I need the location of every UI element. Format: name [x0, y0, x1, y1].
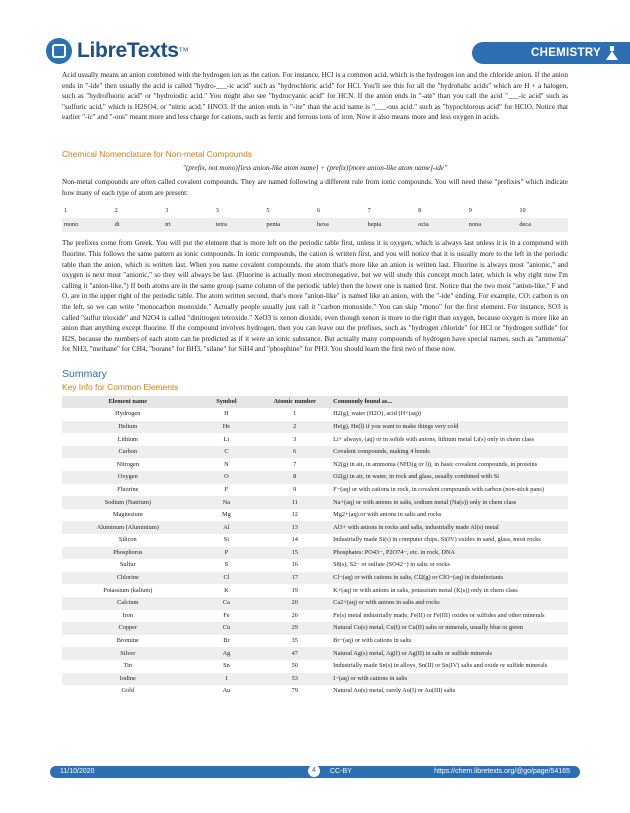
license-link[interactable]: CC-BY — [330, 768, 352, 775]
table-row — [62, 433, 568, 446]
table-row — [62, 584, 568, 597]
prefix-name: deca — [517, 218, 568, 232]
element-name-cell: Nitrogen — [116, 460, 139, 468]
element-name-cell: Helium — [62, 421, 194, 434]
atomic-number-cell: 19 — [291, 586, 298, 594]
table-row — [62, 673, 568, 686]
section-title-nonmetal: Chemical Nomenclature for Non-metal Compounds — [62, 148, 252, 159]
naming-formula: "(prefix, not mono)[less anion-like atom name] + (prefix)[more anion-like atom name]-ide" — [182, 163, 448, 172]
main-content — [62, 70, 568, 698]
table-row — [62, 509, 568, 522]
table-row — [62, 635, 568, 648]
commonly-found-cell: Covalent compounds, making 4 bonds — [330, 446, 568, 459]
prefix-number: 2 — [114, 207, 118, 215]
atomic-number-cell: 11 — [259, 496, 330, 509]
element-symbol-cell: P — [194, 547, 260, 560]
element-name-cell: Tin — [123, 662, 133, 670]
commonly-found-cell: Industrially made Sn(s) in alloys, Sn(II) or Sn(IV) salts and oxide or sulfide minerals — [333, 662, 548, 670]
atomic-number-cell: 14 — [291, 536, 298, 544]
column-header: Element name — [62, 396, 194, 408]
table-row — [62, 496, 568, 509]
elements-table-body — [62, 408, 568, 698]
element-symbol-cell: Li — [223, 435, 230, 443]
prefix-name: octa — [416, 218, 467, 232]
table-row — [62, 597, 568, 610]
page-url-link[interactable]: https://chem.libretexts.org/@go/page/54165 — [434, 768, 570, 775]
atomic-number-cell: 47 — [259, 647, 330, 660]
prefix-name: nona — [467, 218, 518, 232]
commonly-found-cell: H2(g), water (H2O), acid (H+(aq)) — [333, 410, 421, 418]
element-symbol-cell: Cl — [194, 572, 260, 585]
table-row — [62, 647, 568, 660]
prefix-number: 3 — [215, 207, 219, 215]
commonly-found-cell: Natural Ag(s) metal, Ag(I) or Ag(II) in salts or sulfide minerals — [330, 647, 568, 660]
page-header — [0, 0, 630, 66]
table-row — [62, 458, 568, 471]
atomic-number-cell: 6 — [259, 446, 330, 459]
table-row — [62, 559, 568, 572]
atomic-number-cell: 53 — [259, 673, 330, 686]
commonly-found-cell: Industrially made Si(s) in computer chips, Si(IV) oxides in sand, glass, most rocks — [333, 536, 541, 544]
commonly-found-cell: Cl−(aq) or with cations in salts, Cl2(g) or ClO−(aq) in disinfectants — [330, 572, 568, 585]
element-name-cell: Iodine — [62, 673, 194, 686]
element-symbol-cell: Au — [222, 687, 231, 695]
commonly-found-cell: Na+(aq) or with anions in salts, sodium metal (Na(s)) only in chem class — [330, 496, 568, 509]
atomic-number-cell: 3 — [293, 435, 297, 443]
commonly-found-cell: K+(aq) or with anions in salts, potassium metal (K(s)) only in chem class — [333, 586, 518, 594]
commonly-found-cell: O2(g) in air, in water, in rock and glass, usually combined with Si — [330, 471, 568, 484]
libretexts-logo-icon — [46, 38, 72, 64]
summary-subtitle: Key Info for Common Elements — [62, 382, 179, 393]
atomic-number-cell: 12 — [291, 511, 298, 519]
element-name-cell: Gold — [121, 687, 135, 695]
element-symbol-cell: O — [194, 471, 260, 484]
atomic-number-cell: 50 — [291, 662, 298, 670]
commonly-found-cell: Mg2+(aq) or with anions in salts and rocks — [333, 511, 442, 519]
table-row — [62, 572, 568, 585]
element-symbol-cell: C — [194, 446, 260, 459]
prefix-name: penta — [264, 218, 315, 232]
intro-paragraph: Acid usually means an anion combined with the hydrogen ion as the cation. For instance, HCl is a common acid, which is the hydrogen ion and the chloride anion. If the anion ends in "-ide" then usually the acid is called "hydro-___-ic acid" such as "hydrochloric acid" for HCl. You'll see this for all the "hydrohalic acids" which are H + a halogen, such as "hydrofluoric acid" or "hydroiodic acid." You might also see "hydrocyanic acid" for HCN. If the anion ends in "-ate" than you call the acid "___-ic acid" such as "sulfuric acid," which is H2SO4, or "nitric acid." HNO3. If the anion ends in "-ite" than the acid name is "___-ous acid." such as "hypochlorous acid" for HClO. Notice that earlier "-ic" and "-ous" meant more and less charge for cations, such as ferric and ferrous ions of iron. Now it also means more and less oxygen in acids. — [62, 71, 568, 122]
commonly-found-cell: Li+ always, (aq) or in solids with anions, lithium metal Li(s) only in chem class — [333, 435, 534, 443]
table-row — [62, 408, 568, 421]
element-symbol-cell: N — [224, 460, 229, 468]
atomic-number-cell: 35 — [291, 637, 298, 645]
element-symbol-cell: Br — [223, 637, 230, 645]
atomic-number-cell: 26 — [291, 611, 298, 619]
column-header: Atomic number — [259, 396, 330, 408]
prefix-number: 8 — [418, 207, 422, 215]
commonly-found-cell: Fe(s) metal industrially made, Fe(II) or Fe(III) oxides or sulfides and other minerals — [333, 611, 545, 619]
element-symbol-cell: S — [224, 561, 229, 569]
table-row — [62, 421, 568, 434]
commonly-found-cell: Ca2+(aq) or with anions in salts and rocks — [330, 597, 568, 610]
element-name-cell: Iron — [122, 611, 134, 619]
atomic-number-cell: 17 — [259, 572, 330, 585]
element-name-cell: Calcium — [62, 597, 194, 610]
table-row — [62, 547, 568, 560]
commonly-found-cell: Phosphates: PO43−, P2O74−, etc. in rock, DNA — [330, 547, 568, 560]
libretexts-logo[interactable] — [46, 38, 188, 64]
commonly-found-cell: F−(aq) or with cations in rock, in covalent compounds with carbon (non-stick pans) — [333, 485, 544, 493]
atomic-number-cell: 2 — [259, 421, 330, 434]
element-name-cell: Magnesium — [112, 511, 143, 519]
prefix-number: 3 — [165, 207, 169, 215]
element-name-cell: Potassium (kalium) — [103, 586, 153, 594]
commonly-found-cell: S8(s), S2− or sulfate (SO42−) in salts or rocks — [333, 561, 450, 569]
nonmetal-naming-paragraph: The prefixes come from Greek. You will put the element that is more left on the periodic table first, unless it is oxygen, which is always last unless it is in a compound with fluorine. This follows the same pattern as ionic compounds. In ionic compounds, the cation is written first, and you will notice that it is usually more to the left in the periodic table than the anion, which is written last. When you name covalent compounds, the atom that's more like an anion is written last. Fluorine is always most "anionic," and oxygen is next most "anionic," so they will always be last. (Fluorine is actually most electronegative, but we will study this concept much later, which is why right now I'm calling it "anion-like.") If both atoms are in the same group (same column of the periodic table) then the lower one is named first. Notice that the two most "anion-like," F and O, are in the upper right of the periodic table. The atom written second, that's more "anion-like" is named like an anion, with the "-ide" ending. For example, CO: carbon is on the left, so we can write "monocarbon monoxide." Actually people usually just call it "carbon monoxide." You can skip "mono" for the first element. For instance, SO3 is called "sulfur trioxide" and N2O4 is called "dinitrogen tetroxide." XeO3 is xenon dioxide, even though xenon is more to the right than oxygen, because oxygen is more like an anion than anything except fluorine. If the compound involves hydrogen, then you can leave out the prefixes, such as "hydrogen chloride" for HCl or "hydrogen sulfide" for H2S, because the numbers of each atom can be predicted as if it were an ionic substance. But actually many compounds of hydrogen have special names, such as "ammonia" for NH3, "methane" for CH4, "borane" for BH3, "silane" for SiH4 and "phosphine" for PH3. You should learn the first two of these now. — [62, 239, 568, 354]
table-row — [62, 521, 568, 534]
prefix-name: tri — [163, 218, 214, 232]
column-header: Commonly found as... — [330, 396, 568, 408]
atomic-number-cell: 1 — [293, 410, 297, 418]
subject-label: CHEMISTRY — [531, 47, 601, 59]
prefix-number: 9 — [468, 207, 472, 215]
atomic-number-cell: 20 — [259, 597, 330, 610]
element-symbol-cell: Ag — [194, 647, 260, 660]
element-name-cell: Phosphorus — [62, 547, 194, 560]
prefix-number: 10 — [519, 207, 526, 215]
atomic-number-cell: 15 — [259, 547, 330, 560]
atomic-number-cell: 16 — [291, 561, 298, 569]
table-row — [62, 622, 568, 635]
page-footer — [50, 766, 580, 778]
footer-date: 11/10/2020 — [60, 768, 95, 775]
commonly-found-cell: Al3+ with anions in rocks and salts, industrially made Al(s) metal — [330, 521, 568, 534]
element-symbol-cell: Sn — [223, 662, 230, 670]
brand-trademark: ™ — [178, 45, 189, 57]
commonly-found-cell: Natural Cu(s) metal, Cu(I) or Cu(II) salts or minerals, usually blue or green — [330, 622, 568, 635]
element-symbol-cell: H — [224, 410, 229, 418]
element-name-cell: Hydrogen — [115, 410, 141, 418]
element-symbol-cell: Mg — [222, 511, 231, 519]
prefix-number: 7 — [367, 207, 371, 215]
nonmetal-intro-text: Non-metal compounds are often called covalent compounds. They are named following a different rule from ionic compounds. You will need these "prefixes" which indicate how many of each type of atom are present: — [62, 178, 568, 197]
elements-header-row — [62, 396, 568, 408]
prefix-name-row — [62, 218, 568, 232]
element-name-cell: Lithium — [117, 435, 138, 443]
element-symbol-cell: Na — [194, 496, 260, 509]
page-number: 4 — [308, 765, 320, 777]
element-name-cell: Silicon — [118, 536, 137, 544]
element-name-cell: Copper — [62, 622, 194, 635]
element-symbol-cell: Al — [194, 521, 260, 534]
element-symbol-cell: Si — [223, 536, 230, 544]
commonly-found-cell: He(g), He(l) if you want to make things very cold — [330, 421, 568, 434]
element-symbol-cell: Fe — [223, 611, 230, 619]
table-row — [62, 610, 568, 623]
element-name-cell: Fluorine — [117, 485, 139, 493]
atomic-number-cell: 29 — [259, 622, 330, 635]
elements-table — [62, 396, 568, 698]
commonly-found-cell: Br−(aq) or with cations in salts — [333, 637, 412, 645]
prefix-number: 1 — [64, 207, 68, 215]
element-symbol-cell: Cu — [194, 622, 260, 635]
commonly-found-cell: I−(aq) or with cations in salts — [330, 673, 568, 686]
table-row — [62, 685, 568, 698]
summary-title: Summary — [62, 367, 107, 380]
element-name-cell: Aluminum (Aluminium) — [62, 521, 194, 534]
element-symbol-cell: I — [194, 673, 260, 686]
commonly-found-cell: Natural Au(s) metal, rarely Au(I) or Au(III) salts — [333, 687, 456, 695]
atomic-number-cell: 8 — [259, 471, 330, 484]
prefix-name: hexa — [315, 218, 366, 232]
atomic-number-cell: 7 — [293, 460, 297, 468]
element-symbol-cell: Ca — [194, 597, 260, 610]
column-header: Symbol — [194, 396, 260, 408]
element-symbol-cell: K — [224, 586, 229, 594]
table-row — [62, 471, 568, 484]
element-symbol-cell: F — [224, 485, 229, 493]
element-name-cell: Chlorine — [62, 572, 194, 585]
flask-icon — [606, 46, 618, 60]
prefix-name: hepta — [366, 218, 417, 232]
table-row — [62, 660, 568, 673]
element-symbol-cell: He — [194, 421, 260, 434]
atomic-number-cell: 9 — [293, 485, 297, 493]
commonly-found-cell: N2(g) in air, in ammonia (NH3(g or l)), in basic covalent compounds, in proteins — [333, 460, 538, 468]
prefix-number-row — [62, 204, 568, 218]
element-name-cell: Bromine — [116, 637, 139, 645]
subject-badge[interactable] — [472, 42, 630, 64]
element-name-cell: Silver — [62, 647, 194, 660]
atomic-number-cell: 79 — [291, 687, 298, 695]
element-name-cell: Sulfur — [119, 561, 136, 569]
table-row — [62, 484, 568, 497]
prefix-number: 6 — [316, 207, 321, 215]
prefix-name: tetra — [214, 218, 265, 232]
prefix-name: mono — [62, 218, 113, 232]
prefix-table — [62, 204, 568, 232]
element-name-cell: Sodium (Natrium) — [62, 496, 194, 509]
element-name-cell: Carbon — [62, 446, 194, 459]
brand-name: LibreTexts — [77, 39, 179, 62]
table-row — [62, 534, 568, 547]
prefix-name: di — [113, 218, 164, 232]
table-row — [62, 446, 568, 459]
prefix-number: 5 — [266, 207, 270, 215]
element-name-cell: Oxygen — [62, 471, 194, 484]
atomic-number-cell: 13 — [259, 521, 330, 534]
